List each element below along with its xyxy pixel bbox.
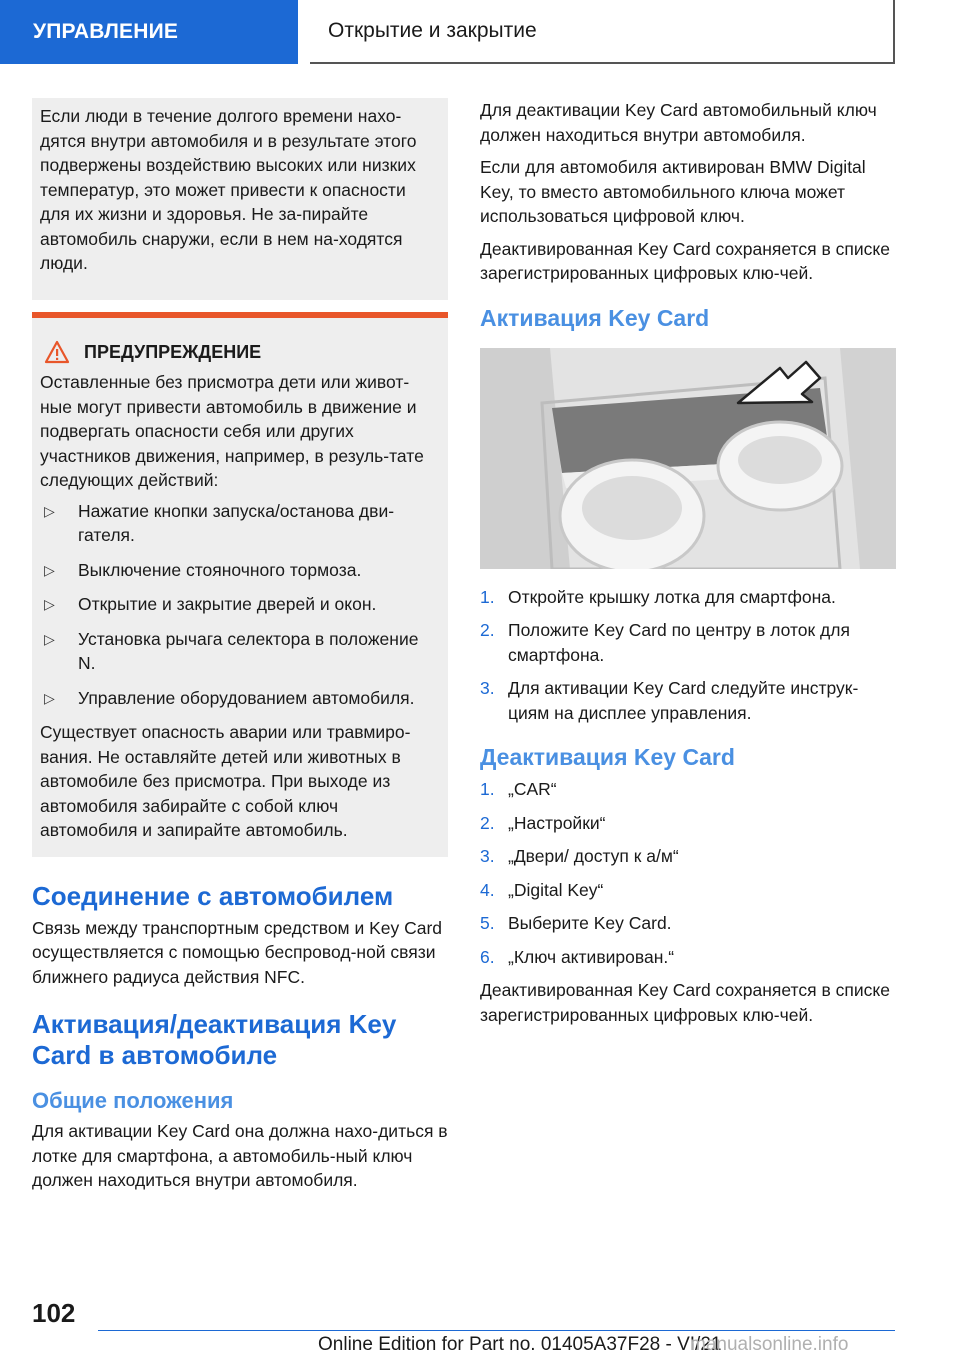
list-item: 2. Положите Key Card по центру в лоток для смартфона. xyxy=(480,620,850,665)
list-item: 3. Для активации Key Card следуйте инструк-циям на дисплее управления. xyxy=(480,678,859,723)
triangle-bullet-icon: ▷ xyxy=(44,689,55,706)
general-heading: Общие положения xyxy=(32,1088,234,1113)
list-item: ▷ Управление оборудованием автомобиля. xyxy=(40,686,440,711)
left-column xyxy=(32,98,448,1193)
section-tab xyxy=(0,0,298,64)
activation-heading: Активация/деактивация Key Card в автомобиле xyxy=(32,1009,397,1070)
right-column xyxy=(480,98,896,1027)
triangle-bullet-icon: ▷ xyxy=(44,502,55,519)
chapter-title: Открытие и закрытие xyxy=(328,19,537,42)
deactivation-note: Для деактивации Key Card автомобильный ключ должен находиться внутри автомобиля. xyxy=(480,100,877,145)
activate-heading: Активация Key Card xyxy=(480,304,710,331)
list-item: ▷ Установка рычага селектора в положение N. xyxy=(40,627,440,676)
list-item: 6. „Ключ активирован.“ xyxy=(480,946,675,967)
connect-heading: Соединение с автомобилем xyxy=(32,880,394,911)
triangle-bullet-icon: ▷ xyxy=(44,596,55,612)
warning-triangle-icon xyxy=(44,340,70,364)
warning-heading xyxy=(40,340,440,364)
warning-box xyxy=(32,312,448,857)
smartphone-tray-photo xyxy=(480,348,896,569)
activate-steps xyxy=(480,585,896,726)
list-item: 5. Выберите Key Card. xyxy=(480,913,672,933)
general-text: Для активации Key Card она должна нахо-диться в лотке для смартфона, а автомобиль-ный ключ должен находиться внутри автомобиля. xyxy=(32,1121,448,1190)
heat-warning-text: Если люди в течение долгого времени нахо-дятся внутри автомобиля и в результате этого подвержены воздействию высоких или низких температур, это может привести к опасности для их жизни и здоровья. Не за-пирайте автомобиль снаружи, если в нем на-ходятся люди. xyxy=(40,106,417,273)
heat-warning-box xyxy=(32,98,448,300)
warning-list xyxy=(40,499,440,711)
edition-info: Online Edition for Part no. 01405A37F28 - VI/21 xyxy=(318,1334,722,1355)
list-item: 2. „Настройки“ xyxy=(480,812,606,833)
section-title: УПРАВЛЕНИЕ xyxy=(33,20,179,43)
connect-text: Связь между транспортным средством и Key Card осуществляется с помощью беспровод-ной связи ближнего радиуса действия NFC. xyxy=(32,917,443,987)
list-item: ▷ Выключение стояночного тормоза. xyxy=(40,558,440,583)
warning-outro: Существует опасность аварии или травмиро-вания. Не оставляйте детей или животных в автомобиле без присмотра. При выходе из автомобиля забирайте с собой ключ автомобиля и запирайте автомобиль. xyxy=(40,722,411,840)
footer-divider xyxy=(98,1330,895,1331)
deactivate-steps xyxy=(480,777,896,969)
list-item: 1. Откройте крышку лотка для смартфона. xyxy=(480,586,836,607)
list-item: 3. „Двери/ доступ к а/м“ xyxy=(480,846,679,866)
list-item: 1. „CAR“ xyxy=(480,779,557,799)
triangle-bullet-icon: ▷ xyxy=(44,630,55,647)
list-item: ▷ Нажатие кнопки запуска/останова дви-гателя. xyxy=(40,499,440,548)
deactivate-heading: Деактивация Key Card xyxy=(480,744,735,770)
warning-title: ПРЕДУПРЕЖДЕНИЕ xyxy=(84,341,262,362)
list-item: 4. „Digital Key“ xyxy=(480,879,604,900)
chapter-header xyxy=(310,0,895,64)
saved-list-note: Деактивированная Key Card сохраняется в списке зарегистрированных цифровых клю-чей. xyxy=(480,238,890,283)
digital-key-note: Если для автомобиля активирован BMW Digital Key, то вместо автомобильного ключа может использоваться цифровой ключ. xyxy=(480,157,866,226)
watermark: manualsonline.info xyxy=(690,1334,849,1355)
page-number: 102 xyxy=(32,1298,76,1328)
saved-list-note-2: Деактивированная Key Card сохраняется в списке зарегистрированных цифровых клю-чей. xyxy=(480,980,890,1025)
triangle-bullet-icon: ▷ xyxy=(44,561,55,578)
warning-intro: Оставленные без присмотра дети или живот-ные могут привести автомобиль в движение и подвергать опасности себя или других участников движения, например, в резуль-тате следующих действий: xyxy=(40,372,424,490)
list-item: ▷ Открытие и закрытие дверей и окон. xyxy=(40,592,440,617)
